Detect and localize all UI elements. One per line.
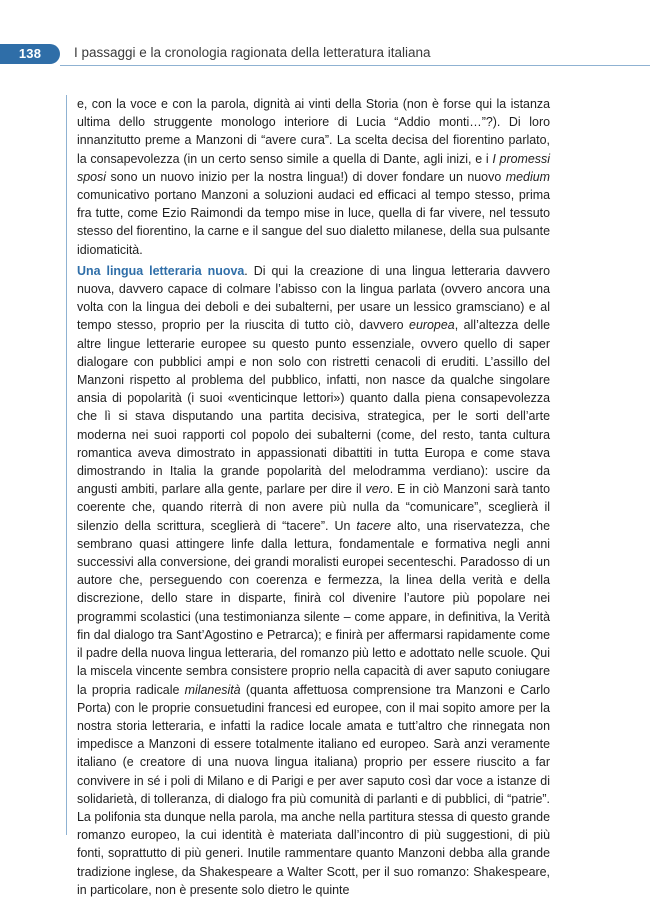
italic-text: I promessi sposi <box>77 151 550 184</box>
section-heading: Una lingua letteraria nuova <box>77 263 245 278</box>
paragraph-2 <box>77 262 550 899</box>
text-run: , all’altezza delle altre lingue letterarie europee su questo punto essenziale, ovvero quello di saper dialogare con pubblici ampi e non solo con ristretti cenacoli di eruditi. L’assillo del Manzoni rispetto al problema del pubblico, infatti, non nasce da qualche singolare ansia di popolarità (i suoi «venticinque lettori») quanto dalla piena consapevolezza che lì si stava disputando una partita decisiva, strategica, per le sorti dell’arte moderna nei suoi rapporti col popolo dei subalterni (come, del resto, tanta cultura romantica aveva dimostrato in appassionati dibattiti in tutta Europa e come stava dimostrando in Italia la grande popolarità del melodramma verdiano): uscire da angusti ambiti, parlare alla gente, parlare per dire il <box>77 318 550 497</box>
paragraph-1 <box>77 95 550 259</box>
italic-text: vero <box>365 482 390 497</box>
text-run: . Di qui la creazione di una lingua letteraria davvero nuova, davvero capace di colmare l’abisso con la lingua parlata (ovvero ancora una volta con la lingua dei deboli e dei subalterni, per usare un lessico gramsciano) e al tempo stesso, proprio per la riuscita di tutto ciò, davvero <box>77 263 550 333</box>
italic-text: europea <box>409 318 455 333</box>
text-run: . E in ciò Manzoni sarà tanto coerente che, quando riterrà di non avere più nulla da “comunicare”, sceglierà il silenzio della scrittura, sceglierà di “tacere”. Un <box>77 482 550 533</box>
margin-rule <box>66 95 67 835</box>
text-run: sono un nuovo inizio per la nostra lingua!) di dover fondare un nuovo <box>106 169 506 184</box>
text-run: (quanta affettuosa comprensione tra Manzoni e Carlo Porta) con le proprie consuetudini francesi ed europee, con il mai sopito amore per la nostra storia letteraria, e infatti la radice locale amata e tutt’altro che rinnegata non impedisce a Manzoni di essere totalmente italiano ed europeo. Sarà anzi veramente italiano (e creatore di una nuova lingua italiana) proprio per essere riuscito a far convivere in sé i poli di Milano e di Parigi e per aver saputo così dar voce a istanze di solidarietà, di tolleranza, di dialogo fra più comunità di parlanti e di pubblici, di “patrie”. La polifonia sta dunque nella parola, ma anche nella partitura stessa di questo grande romanzo europeo, la cui identità è materiata dall’incontro di più suggestioni, di più fonti, soprattutto di più generi. Inutile rammentare quanto Manzoni debba alla grande tradizione inglese, da Shakespeare a Walter Scott, per il suo romanzo: Shakespeare, in particolare, non è presente solo dietro le quinte <box>77 682 550 897</box>
page-number: 138 <box>0 44 60 64</box>
running-title: I passaggi e la cronologia ragionata della letteratura italiana <box>74 45 431 60</box>
italic-text: medium <box>505 169 550 184</box>
text-run: comunicativo portano Manzoni a soluzioni audaci ed efficaci al tempo stesso, prima fra tutte, come Ezio Raimondi da tempo mise in luce, quella di far vivere, nel tessuto stesso del fiorentino, la carne e il sangue del suo dialetto milanese, della sua pulsante idiomaticità. <box>77 188 550 257</box>
header-rule <box>60 65 650 66</box>
text-run: e, con la voce e con la parola, dignità ai vinti della Storia (non è forse qui la istanza ultima dello struggente monologo interiore di Lucia “Addio monti…”?). Di loro innanzitutto preme a Manzoni di “avere cura”. La scelta decisa del fiorentino parlato, la consapevolezza (in un certo senso simile a quella di Dante, agli inizi, e i <box>77 97 550 166</box>
page-header <box>0 40 650 66</box>
italic-text: milanesità <box>184 682 241 697</box>
text-run: alto, una riservatezza, che sembrano quasi attingere linfe dalla lettura, fondamentale e formativa negli anni successivi alla conversione, dei grandi moralisti europei secenteschi. Paradosso di un autore che, perseguendo con coerenza e fermezza, la linea della verità e della discrezione, dello stare in disparte, finirà col divenire l’autore più popolare nei programmi scolastici (una testimonianza silente – come appare, in definitiva, la Verità fin dal dialogo tra Sant’Agostino e Petrarca); e finirà per affermarsi rapidamente come il padre della nuova lingua letteraria, del romanzo più letto e adottato nelle scuole. Qui la miscela vincente sembra consistere proprio nella capacità di aver saputo coniugare la propria radicale <box>77 518 550 697</box>
body-text <box>77 95 550 899</box>
italic-text: tacere <box>356 518 391 533</box>
